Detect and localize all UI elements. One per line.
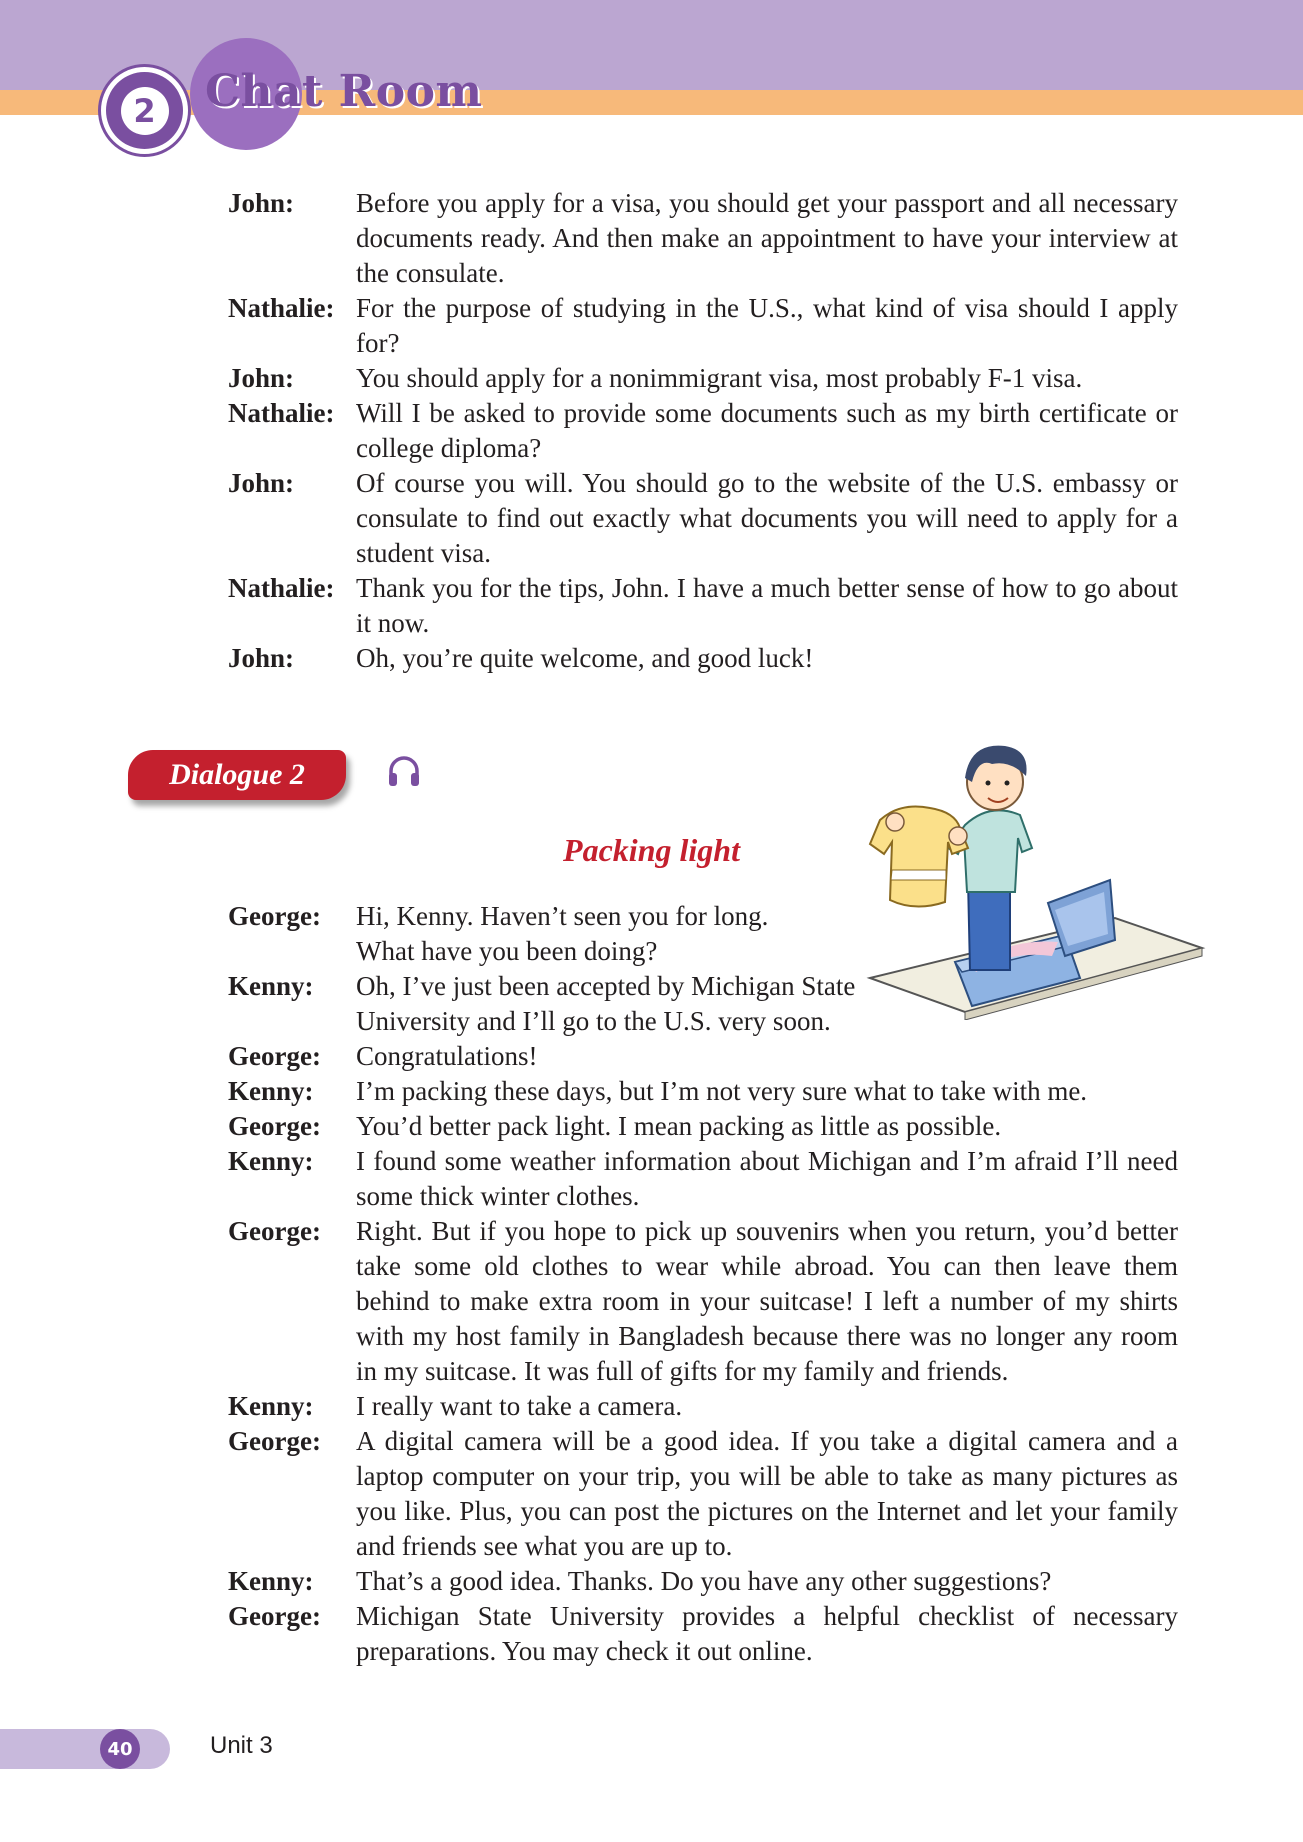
speech-text: For the purpose of studying in the U.S., what kind of visa should I apply for? <box>356 293 1178 358</box>
headphones-icon[interactable] <box>386 754 422 790</box>
speaker-name: Kenny: <box>228 971 314 1001</box>
speech-text: I found some weather information about Michigan and I’m afraid I’ll need some thick winter clothes. <box>356 1146 1178 1211</box>
dialogue-line <box>228 934 1178 969</box>
speech-text: University and I’ll go to the U.S. very soon. <box>356 1006 831 1036</box>
speech-text: Will I be asked to provide some documents such as my birth certificate or college diploma? <box>356 398 1178 463</box>
speaker-name: John: <box>228 188 295 218</box>
speaker-name: Kenny: <box>228 1076 314 1106</box>
section-number-badge <box>101 67 188 154</box>
dialogue-line <box>228 1214 1178 1389</box>
dialogue-2-badge: Dialogue 2 <box>128 750 346 800</box>
speaker-name: George: <box>228 1216 321 1246</box>
speech-text: I really want to take a camera. <box>356 1391 683 1421</box>
dialogue-line <box>228 1004 1178 1039</box>
dialogue-line <box>228 1144 1178 1214</box>
dialogue-line <box>228 466 1178 571</box>
dialogue-line <box>228 899 1178 934</box>
footer-bar <box>0 1729 170 1769</box>
speaker-name <box>228 1004 356 1039</box>
speech-text: You should apply for a nonimmigrant visa, most probably F-1 visa. <box>356 363 1083 393</box>
dialogue-line <box>228 1389 1178 1424</box>
speech-text: Right. But if you hope to pick up souvenirs when you return, you’d better take some old clothes to wear while abroad. You can then leave them behind to make extra room in your suitcase! I left a number of my shirts with my host family in Bangladesh because there was no longer any room in my suitcase. It was full of gifts for my family and friends. <box>356 1216 1178 1386</box>
dialogue-line <box>228 291 1178 361</box>
dialogue-2-title: Packing light <box>563 832 740 868</box>
dialogue-line <box>228 396 1178 466</box>
dialogue-line <box>228 1424 1178 1564</box>
speaker-name: George: <box>228 1426 321 1456</box>
speaker-name: Nathalie: <box>228 293 335 323</box>
speech-text: Congratulations! <box>356 1041 538 1071</box>
section-title: Chat Room <box>205 66 483 117</box>
speaker-name: George: <box>228 1111 321 1141</box>
speech-text: Oh, you’re quite welcome, and good luck! <box>356 643 814 673</box>
speech-text: Michigan State University provides a helpful checklist of necessary preparations. You may check it out online. <box>356 1601 1178 1666</box>
speech-text: Thank you for the tips, John. I have a much better sense of how to go about it now. <box>356 573 1178 638</box>
speaker-name: John: <box>228 643 295 673</box>
speaker-name: John: <box>228 468 295 498</box>
speech-text: Before you apply for a visa, you should get your passport and all necessary documents ready. And then make an appointment to have your interview at the consulate. <box>356 188 1178 288</box>
speech-text: You’d better pack light. I mean packing as little as possible. <box>356 1111 1002 1141</box>
speech-text: A digital camera will be a good idea. If you take a digital camera and a laptop computer on your trip, you will be able to take as many pictures as you like. Plus, you can post the pictures on the Internet and let your family and friends see what you are up to. <box>356 1426 1178 1561</box>
speaker-name <box>228 934 356 969</box>
dialogue-line <box>228 1109 1178 1144</box>
speech-text: I’m packing these days, but I’m not very sure what to take with me. <box>356 1076 1088 1106</box>
speaker-name: Kenny: <box>228 1146 314 1176</box>
speaker-name: Kenny: <box>228 1391 314 1421</box>
speech-text: That’s a good idea. Thanks. Do you have any other suggestions? <box>356 1566 1052 1596</box>
speech-text: Of course you will. You should go to the website of the U.S. embassy or consulate to find out exactly what documents you will need to apply for a student visa. <box>356 468 1178 568</box>
speech-text: Hi, Kenny. Haven’t seen you for long. <box>356 901 769 931</box>
dialogue-line <box>228 1599 1178 1669</box>
dialogue-1 <box>228 186 1178 676</box>
dialogue-line <box>228 1074 1178 1109</box>
dialogue-2 <box>228 899 1178 1669</box>
unit-label: Unit 3 <box>210 1732 273 1759</box>
dialogue-line <box>228 571 1178 641</box>
dialogue-line <box>228 186 1178 291</box>
speaker-name: George: <box>228 901 321 931</box>
section-number: 2 <box>121 87 169 135</box>
speaker-name: Nathalie: <box>228 573 335 603</box>
dialogue-line <box>228 1039 1178 1074</box>
speaker-name: Kenny: <box>228 1566 314 1596</box>
speech-text: What have you been doing? <box>356 936 658 966</box>
dialogue-line <box>228 641 1178 676</box>
speaker-name: John: <box>228 363 295 393</box>
speaker-name: Nathalie: <box>228 398 335 428</box>
speaker-name: George: <box>228 1041 321 1071</box>
page-number: 40 <box>100 1729 140 1769</box>
dialogue-line <box>228 969 1178 1004</box>
speech-text: Oh, I’ve just been accepted by Michigan State <box>356 971 856 1001</box>
dialogue-line <box>228 1564 1178 1599</box>
speaker-name: George: <box>228 1601 321 1631</box>
dialogue-line <box>228 361 1178 396</box>
